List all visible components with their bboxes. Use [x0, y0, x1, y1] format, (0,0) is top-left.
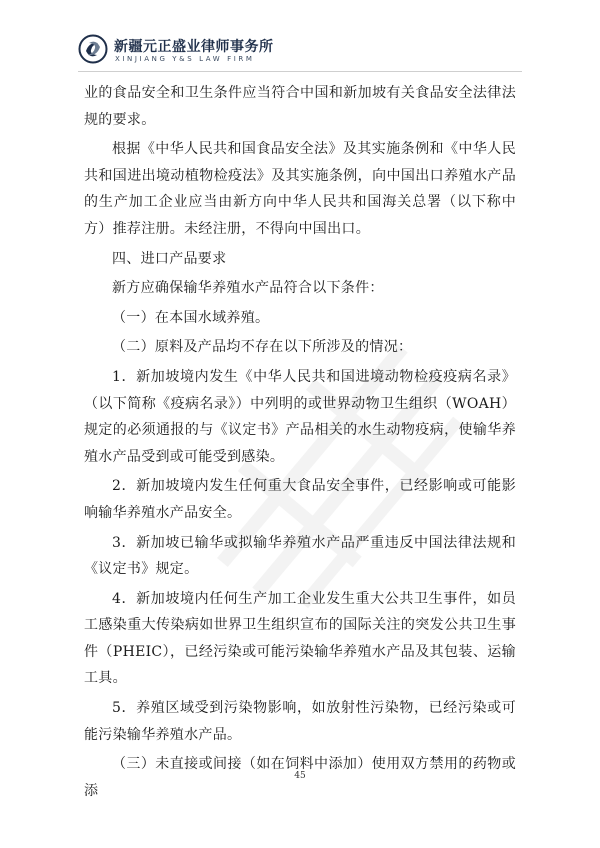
list-item-3: （三）未直接或间接（如在饲料中添加）使用双方禁用的药物或添 [84, 756, 516, 799]
header-divider [78, 71, 522, 72]
sub-item-5: 5．养殖区域受到污染物影响，如放射性污染物，已经污染或可能污染输华养殖水产品。 [84, 700, 516, 743]
list-item-1: （一）在本国水域养殖。 [112, 309, 270, 326]
firm-name-en: XINJIANG Y&S LAW FIRM [115, 55, 255, 63]
page-number: 45 [294, 771, 306, 781]
firm-logo-icon [78, 34, 108, 64]
section-heading: 四、进口产品要求 [112, 250, 227, 267]
paragraph-continuation: 业的食品安全和卫生条件应当符合中国和新加坡有关食品安全法律法规的要求。 [84, 85, 516, 128]
page-header [78, 34, 522, 70]
paragraph-registration: 根据《中华人民共和国食品安全法》及其实施条例和《中华人民共和国进出境动植物检疫法》及其实施条例，向中国出口养殖水产品的生产加工企业应当由新方向中华人民共和国海关总署（以下称中方）推荐注册。未经注册，不得向中国出口。 [84, 141, 516, 237]
sub-item-1: 1．新加坡境内发生《中华人民共和国进境动物检疫疫病名录》（以下简称《疫病名录》）中列明的或世界动物卫生组织（WOAH）规定的必须通报的与《议定书》产品相关的水生动物疫病，使输华养殖水产品受到或可能受到感染。 [84, 368, 516, 465]
paragraph-conditions-intro: 新方应确保输华养殖水产品符合以下条件： [112, 280, 384, 297]
list-item-2: （二）原料及产品均不存在以下所涉及的情况： [112, 339, 413, 356]
document-body [84, 80, 516, 807]
sub-item-2: 2．新加坡境内发生任何重大食品安全事件，已经影响或可能影响输华养殖水产品安全。 [84, 478, 516, 521]
sub-item-4: 4．新加坡境内任何生产加工企业发生重大公共卫生事件，如员工感染重大传染病如世界卫生组织宣布的国际关注的突发公共卫生事件（PHEIC），已经污染或可能污染输华养殖水产品及其包装、运输工具。 [84, 590, 516, 687]
sub-item-3: 3．新加坡已输华或拟输华养殖水产品严重违反中国法律法规和《议定书》规定。 [84, 534, 516, 578]
firm-name-cn: 新疆元正盛业律师事务所 [114, 39, 274, 55]
